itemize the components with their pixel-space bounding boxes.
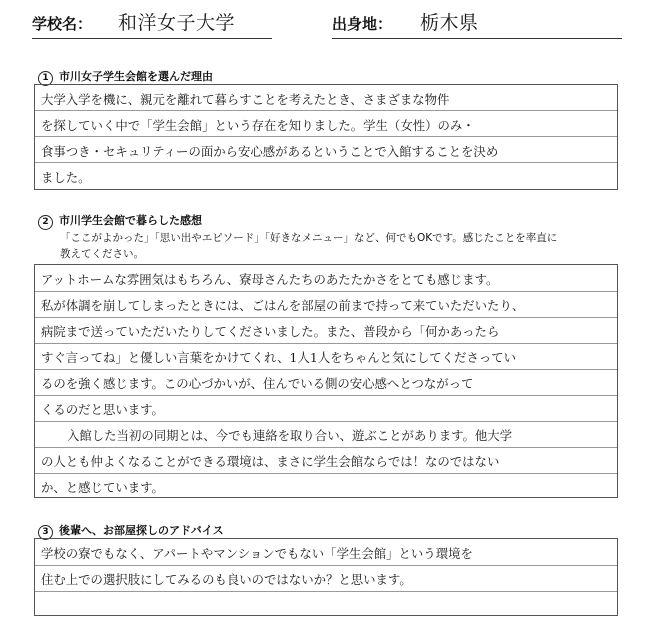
section1-line: 食事つき・セキュリティーの面から安心感があるということで入館することを決め (41, 144, 499, 159)
section2-line: るのを強く感じます。この心づかいが、住んでいる側の安心感へとつながって (41, 376, 474, 391)
hometown-value: 栃木県 (420, 12, 479, 34)
section2-prompt-line: 教えてください。 (60, 248, 144, 260)
section2-line: アットホームな雰囲気はもちろん、寮母さんたちのあたたかさをとても感じます。 (41, 272, 499, 287)
section2-line: か、と感じています。 (41, 480, 164, 495)
section2-line: くるのだと思います。 (41, 402, 164, 417)
section1-line: 大学入学を機に、親元を離れて暮らすことを考えたとき、さまざまな物件 (41, 92, 450, 107)
section1-line: を探していく中で「学生会館」という存在を知りました。学生（女性）のみ・ (41, 118, 475, 133)
section2-line: すぐ言ってね」と優しい言葉をかけてくれ、1人1人をちゃんと気にしてくださってい (41, 350, 516, 365)
section3-answer-box (34, 538, 618, 616)
section2-answer-box (34, 264, 618, 498)
section1-answer-box (34, 84, 618, 190)
section3-title-text: 後輩へ、お部屋探しのアドバイス (59, 524, 224, 537)
school-underline (32, 38, 272, 39)
section2-line: の人とも仲よくなることができる環境は、まさに学生会館ならでは！なのではない (41, 454, 500, 469)
school-value: 和洋女子大学 (118, 12, 236, 34)
section2-number: 2 (38, 215, 53, 230)
section3-line: 学校の寮でもなく、アパートやマンションでもない「学生会館」という環境を (41, 546, 473, 561)
section2-line: 病院まで送っていただいたりしてくださいました。また、普段から「何かあったら (41, 324, 500, 339)
hometown-label: 出身地： (332, 15, 393, 33)
section1-line: ました。 (41, 170, 91, 185)
school-label: 学校名： (32, 15, 93, 33)
section2-prompt-line: 「ここがよかった」「思い出やエピソード」「好きなメニュー」など、何でもOKです。感じたことを率直に (60, 232, 558, 244)
section2-title (38, 212, 202, 230)
section2-prompt (60, 230, 557, 262)
section2-line: 私が体調を崩してしまったときには、ごはんを部屋の前まで持って来ていただいたり、 (41, 298, 525, 313)
section2-line: 入館した当初の同期とは、今でも連絡を取り合い、遊ぶことがあります。他大学 (67, 428, 513, 443)
section2-title-text: 市川学生会館で暮らした感想 (59, 214, 202, 227)
section1-title-text: 市川女子学生会館を選んだ理由 (59, 70, 213, 83)
section3-number: 3 (38, 525, 53, 540)
section1-number: 1 (38, 71, 53, 86)
hometown-underline (332, 38, 622, 39)
section3-line: 住む上での選択肢にしてみるのも良いのではないか？と思います。 (41, 572, 412, 587)
